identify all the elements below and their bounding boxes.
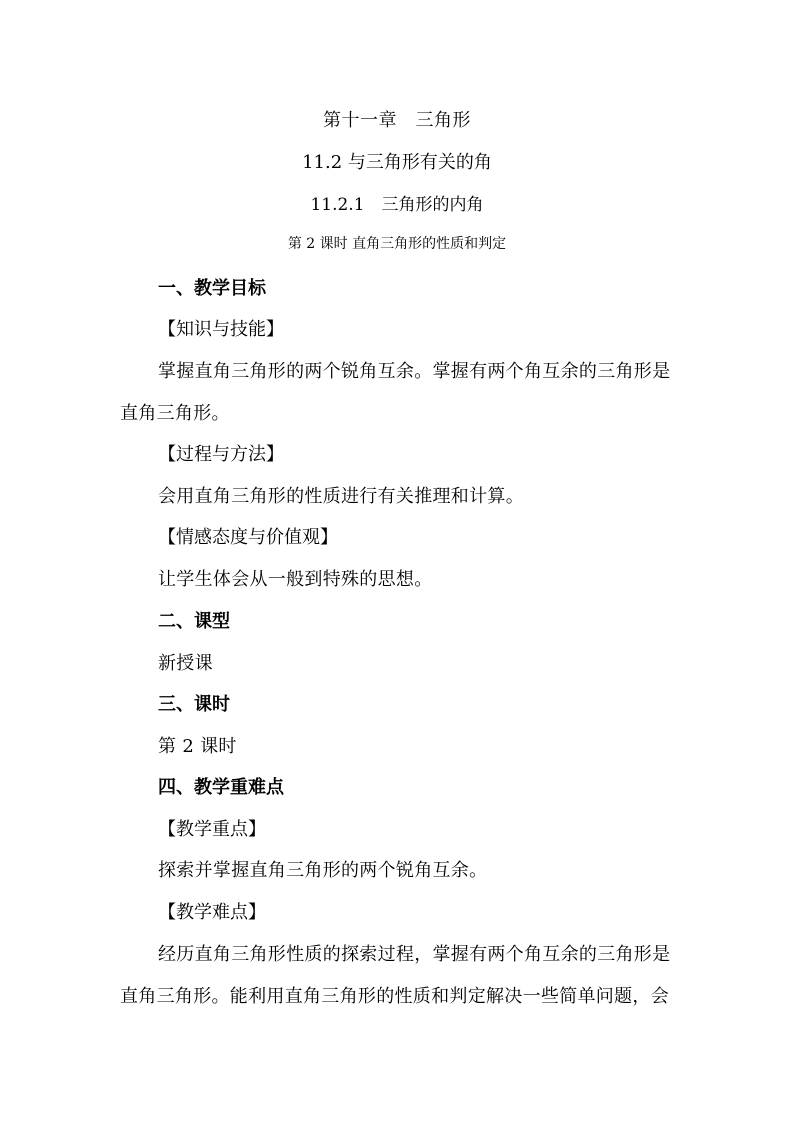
knowledge-text-line1: 掌握直角三角形的两个锐角互余。掌握有两个角互余的三角形是 [158,361,671,382]
subsection-title: 11.2.1 三角形的内角 [310,195,484,215]
emotion-text: 让学生体会从一般到特殊的思想。 [158,569,433,590]
knowledge-label: 【知识与技能】 [158,319,284,340]
hours-heading: 三、课时 [158,694,230,715]
hours-text: 第 2 课时 [158,736,237,757]
difficult-label: 【教学难点】 [158,902,266,923]
key-label: 【教学重点】 [158,819,266,840]
process-label: 【过程与方法】 [158,444,284,465]
knowledge-text-line2: 直角三角形。 [120,403,230,424]
type-heading: 二、课型 [158,611,230,632]
emotion-label: 【情感态度与价值观】 [158,527,338,548]
lesson-title: 第 2 课时 直角三角形的性质和判定 [287,236,507,252]
chapter-title: 第十一章 三角形 [323,110,471,131]
key-text: 探索并掌握直角三角形的两个锐角互余。 [158,860,488,881]
type-text: 新授课 [158,653,213,674]
keypoints-heading: 四、教学重难点 [158,777,284,798]
objectives-heading: 一、教学目标 [158,278,266,299]
section-title: 11.2 与三角形有关的角 [302,152,492,173]
difficult-text-line2: 直角三角形。能利用直角三角形的性质和判定解决一些简单问题，会 [120,986,669,1007]
process-text: 会用直角三角形的性质进行有关推理和计算。 [158,486,524,507]
difficult-text-line1: 经历直角三角形性质的探索过程，掌握有两个角互余的三角形是 [158,944,671,965]
